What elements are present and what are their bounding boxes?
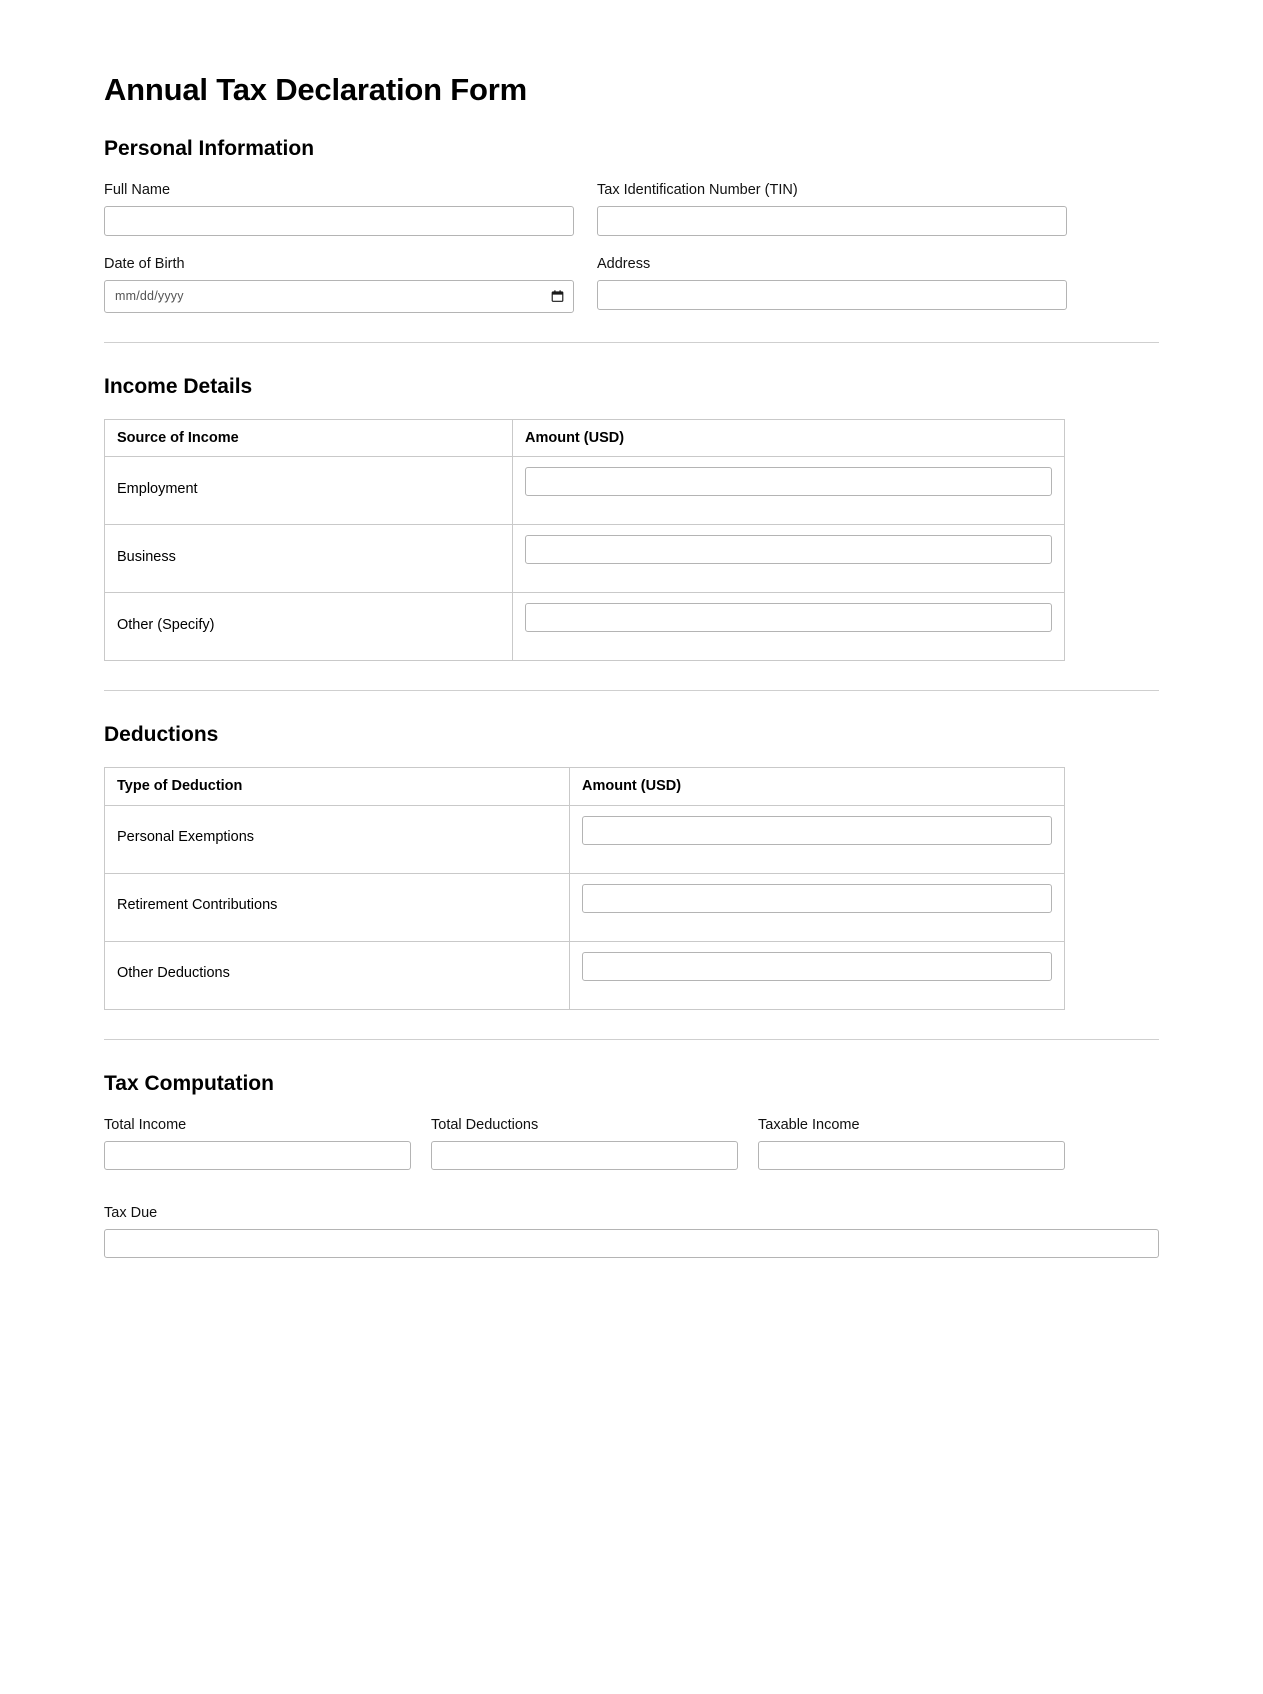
income-row-label-employment: Employment [105, 457, 513, 525]
income-row-label-other: Other (Specify) [105, 593, 513, 661]
deductions-table-body [105, 805, 1065, 1009]
taxable-income-input[interactable] [758, 1141, 1065, 1170]
divider-after-deductions [104, 1039, 1159, 1040]
date-of-birth-wrapper [104, 280, 574, 313]
deduction-row-label-other-deductions: Other Deductions [105, 941, 570, 1009]
label-date-of-birth: Date of Birth [104, 255, 185, 272]
label-taxable-income: Taxable Income [758, 1116, 860, 1133]
deduction-amount-cell-other-deductions [570, 941, 1065, 1009]
field-date-of-birth [104, 255, 574, 313]
table-header-row [105, 768, 1065, 805]
table-row [105, 873, 1065, 941]
deductions-table-head [105, 768, 1065, 805]
deduction-amount-cell-personal-exemptions [570, 805, 1065, 873]
income-table-body [105, 457, 1065, 661]
divider-after-income-details [104, 690, 1159, 691]
tax-due-input[interactable] [104, 1229, 1159, 1258]
section-deductions [104, 722, 1159, 1010]
income-amount-input-employment[interactable] [525, 467, 1052, 496]
income-amount-cell-other [513, 593, 1065, 661]
calendar-icon[interactable] [551, 290, 564, 303]
divider-after-personal-information [104, 342, 1159, 343]
deduction-amount-cell-retirement-contributions [570, 873, 1065, 941]
field-taxable-income [758, 1116, 1065, 1170]
label-full-name: Full Name [104, 181, 171, 198]
label-total-deductions: Total Deductions [431, 1116, 539, 1133]
income-amount-cell-employment [513, 457, 1065, 525]
field-total-income [104, 1116, 411, 1170]
column-header-type-of-deduction: Type of Deduction [105, 768, 570, 805]
date-of-birth-placeholder: mm/dd/yyyy [115, 289, 184, 304]
section-tax-computation [104, 1071, 1159, 1258]
section-title-tax-computation: Tax Computation [104, 1071, 274, 1095]
section-title-personal-information: Personal Information [104, 136, 315, 160]
income-amount-input-other[interactable] [525, 603, 1052, 632]
personal-information-grid [104, 181, 1159, 313]
field-total-deductions [431, 1116, 738, 1170]
table-row [105, 525, 1065, 593]
deduction-row-label-retirement-contributions: Retirement Contributions [105, 873, 570, 941]
label-tin: Tax Identification Number (TIN) [597, 181, 798, 198]
column-header-income-amount: Amount (USD) [513, 419, 1065, 456]
field-tax-due [104, 1204, 1159, 1258]
address-input[interactable] [597, 280, 1067, 310]
page-title: Annual Tax Declaration Form [104, 72, 527, 107]
label-total-income: Total Income [104, 1116, 187, 1133]
table-row [105, 457, 1065, 525]
deductions-table [104, 767, 1065, 1009]
income-table-head [105, 419, 1065, 456]
column-header-source-of-income: Source of Income [105, 419, 513, 456]
deduction-amount-input-personal-exemptions[interactable] [582, 816, 1052, 845]
tax-computation-grid [104, 1116, 1159, 1170]
table-header-row [105, 419, 1065, 456]
date-of-birth-input[interactable] [104, 280, 574, 313]
income-details-table [104, 419, 1065, 661]
table-row [105, 593, 1065, 661]
section-income-details [104, 374, 1159, 662]
full-name-input[interactable] [104, 206, 574, 236]
total-income-input[interactable] [104, 1141, 411, 1170]
income-row-label-business: Business [105, 525, 513, 593]
section-title-deductions: Deductions [104, 723, 219, 747]
field-tin [597, 181, 1067, 236]
deduction-amount-input-retirement-contributions[interactable] [582, 884, 1052, 913]
total-deductions-input[interactable] [431, 1141, 738, 1170]
table-row [105, 805, 1065, 873]
income-amount-cell-business [513, 525, 1065, 593]
label-tax-due: Tax Due [104, 1204, 158, 1221]
tin-input[interactable] [597, 206, 1067, 236]
column-header-deduction-amount: Amount (USD) [570, 768, 1065, 805]
section-personal-information [104, 136, 1159, 313]
table-row [105, 941, 1065, 1009]
income-amount-input-business[interactable] [525, 535, 1052, 564]
deduction-amount-input-other-deductions[interactable] [582, 952, 1052, 981]
field-address [597, 255, 1067, 313]
label-address: Address [597, 255, 651, 272]
section-title-income-details: Income Details [104, 374, 253, 398]
deduction-row-label-personal-exemptions: Personal Exemptions [105, 805, 570, 873]
field-full-name [104, 181, 574, 236]
